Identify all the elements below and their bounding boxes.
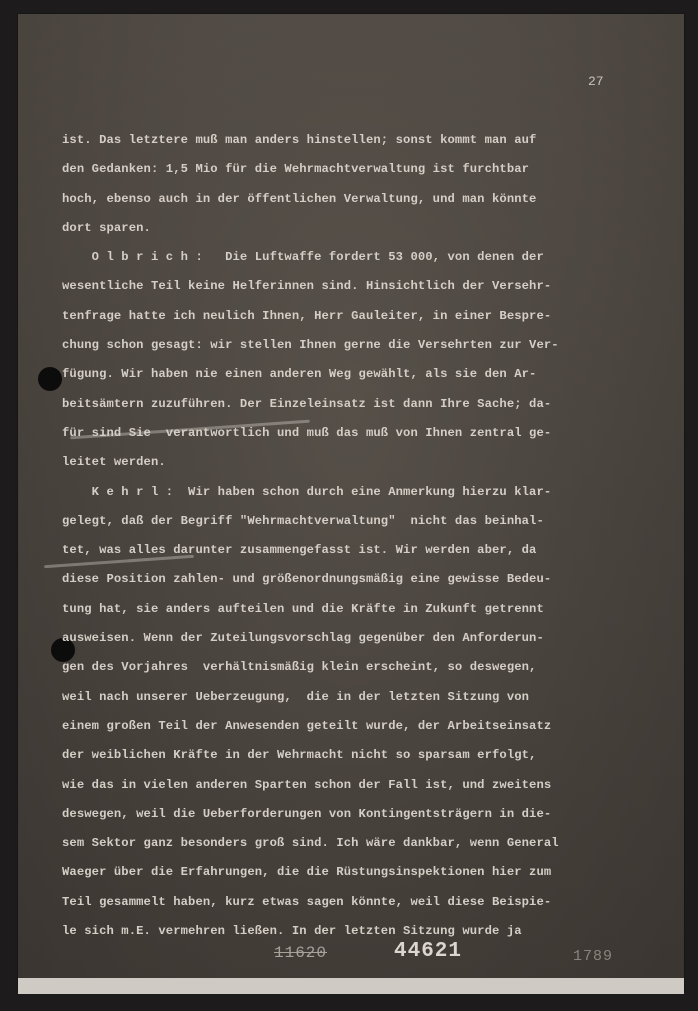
text-line: K e h r l : Wir haben schon durch eine Anmerkung hierzu klar- xyxy=(62,484,552,499)
page-bottom-edge xyxy=(18,978,684,994)
transcript-text xyxy=(62,126,642,946)
text-line: O l b r i c h : Die Luftwaffe fordert 53 000, von denen der xyxy=(62,250,544,265)
text-line: leitet werden. xyxy=(62,455,166,470)
text-line: Teil gesammelt haben, kurz etwas sagen könnte, weil diese Beispie- xyxy=(62,894,552,909)
text-line: le sich m.E. vermehren ließen. In der letzten Sitzung wurde ja xyxy=(62,924,522,939)
text-line: chung schon gesagt: wir stellen Ihnen gerne die Versehrten zur Ver- xyxy=(62,338,559,353)
text-line: der weiblichen Kräfte in der Wehrmacht nicht so sparsam erfolgt, xyxy=(62,748,537,763)
text-line: einem großen Teil der Anwesenden geteilt wurde, der Arbeitseinsatz xyxy=(62,718,552,733)
text-line: Waeger über die Erfahrungen, die die Rüstungsinspektionen hier zum xyxy=(62,865,552,880)
archive-page-number: 1789 xyxy=(573,948,614,965)
text-line: ausweisen. Wenn der Zuteilungsvorschlag gegenüber den Anforderun- xyxy=(62,631,544,646)
archive-stamps xyxy=(0,940,698,970)
text-line: tenfrage hatte ich neulich Ihnen, Herr Gauleiter, in einer Bespre- xyxy=(62,308,552,323)
text-line: gen des Vorjahres verhältnismäßig klein erscheint, so deswegen, xyxy=(62,660,537,675)
text-line: deswegen, weil die Ueberforderungen von Kontingentsträgern in die- xyxy=(62,806,552,821)
text-line: fügung. Wir haben nie einen anderen Weg gewählt, als sie den Ar- xyxy=(62,367,537,382)
document-stamp-number: 44621 xyxy=(394,940,463,963)
text-line: weil nach unserer Ueberzeugung, die in der letzten Sitzung von xyxy=(62,689,530,704)
text-line: tet, was alles darunter zusammengefasst ist. Wir werden aber, da xyxy=(62,543,537,558)
text-line: wesentliche Teil keine Helferinnen sind. Hinsichtlich der Versehr- xyxy=(62,279,552,294)
text-line: ist. Das letztere muß man anders hinstellen; sonst kommt man auf xyxy=(62,133,537,147)
text-line: sem Sektor ganz besonders groß sind. Ich wäre dankbar, wenn General xyxy=(62,836,559,851)
text-line: den Gedanken: 1,5 Mio für die Wehrmachtverwaltung ist furchtbar xyxy=(62,162,530,177)
text-line: wie das in vielen anderen Sparten schon der Fall ist, und zweitens xyxy=(62,777,552,792)
punch-hole-upper xyxy=(38,367,62,391)
text-line: gelegt, daß der Begriff "Wehrmachtverwaltung" nicht das beinhal- xyxy=(62,513,544,528)
crossed-out-stamp-number: 11620 xyxy=(274,944,328,962)
page-number: 27 xyxy=(588,74,604,89)
text-line: hoch, ebenso auch in der öffentlichen Verwaltung, und man könnte xyxy=(62,191,537,206)
text-line: tung hat, sie anders aufteilen und die Kräfte in Zukunft getrennt xyxy=(62,601,544,616)
text-line: dort sparen. xyxy=(62,220,151,235)
text-line: beitsämtern zuzuführen. Der Einzeleinsatz ist dann Ihre Sache; da- xyxy=(62,396,552,411)
text-line: diese Position zahlen- und größenordnungsmäßig eine gewisse Bedeu- xyxy=(62,572,552,587)
text-line: für sind Sie verantwortlich und muß das muß von Ihnen zentral ge- xyxy=(62,425,552,440)
